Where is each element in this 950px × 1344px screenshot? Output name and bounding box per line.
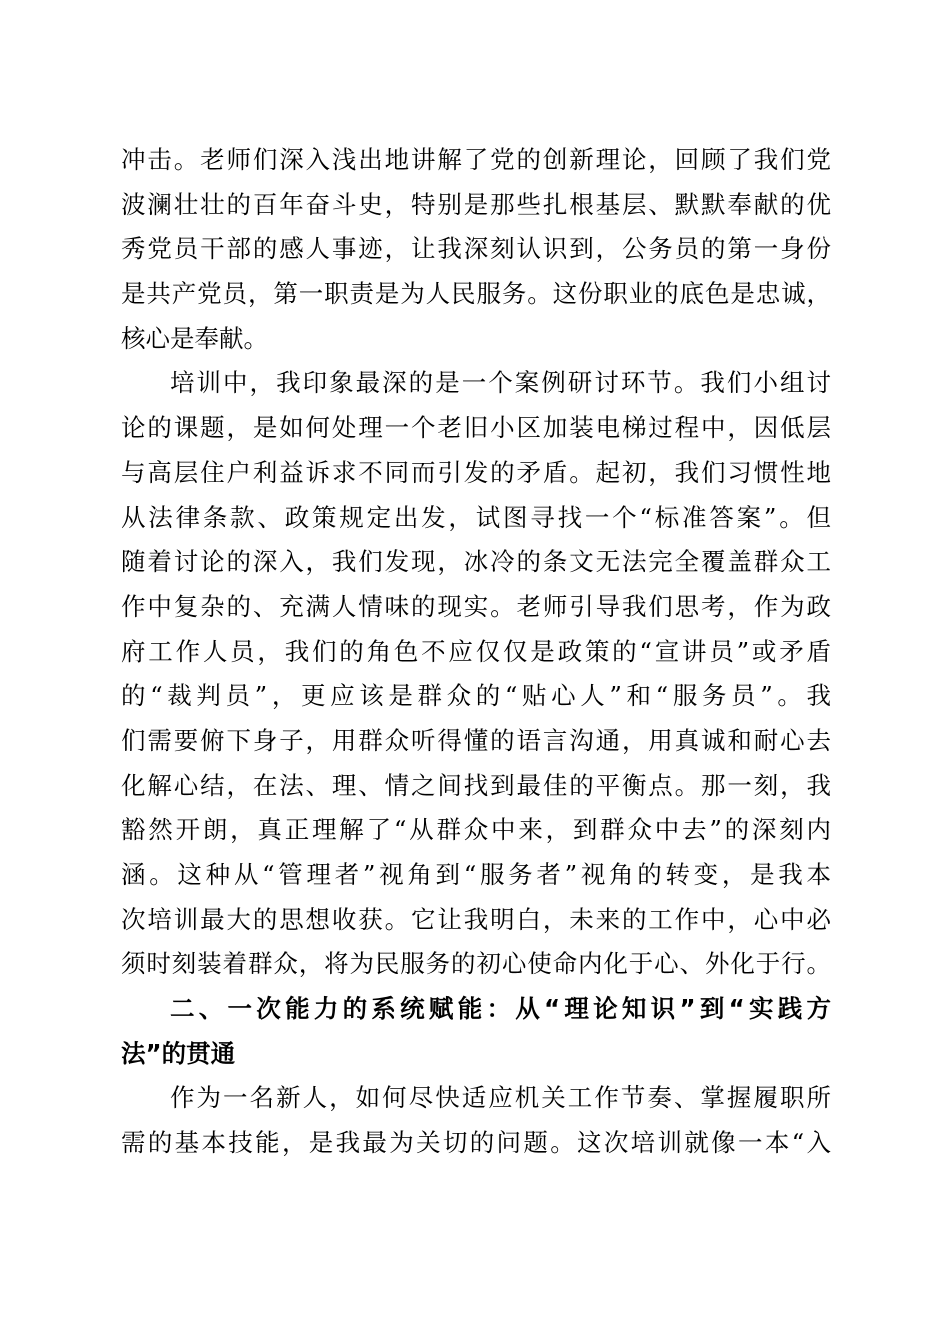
heading-line: 法”的贯通 [121, 1038, 236, 1068]
paragraph-2 [121, 361, 831, 987]
text-line: 需的基本技能，是我最为关切的问题。这次培训就像一本“入 [121, 1128, 831, 1158]
text-line: 作中复杂的、充满人情味的现实。老师引导我们思考，作为政 [121, 591, 831, 621]
paragraph-3 [121, 1076, 831, 1165]
text-line: 波澜壮壮的百年奋斗史，特别是那些扎根基层、默默奉献的优 [121, 189, 831, 219]
text-line: 秀党员干部的感人事迹，让我深刻认识到，公务员的第一身份 [121, 234, 831, 264]
text-line: 化解心结，在法、理、情之间找到最佳的平衡点。那一刻，我 [121, 770, 831, 800]
text-line: 培训中，我印象最深的是一个案例研讨环节。我们小组讨 [170, 368, 831, 398]
text-line: 论的课题，是如何处理一个老旧小区加装电梯过程中，因低层 [121, 413, 831, 443]
text-line: 与高层住户利益诉求不同而引发的矛盾。起初，我们习惯性地 [121, 457, 831, 487]
text-line: 涵。这种从“管理者”视角到“服务者”视角的转变，是我本 [121, 860, 831, 889]
text-line: 的“裁判员”，更应该是群众的“贴心人”和“服务员”。我 [121, 681, 831, 711]
text-line: 豁然开朗，真正理解了“从群众中来，到群众中去”的深刻内 [121, 815, 831, 845]
text-line: 次培训最大的思想收获。它让我明白，未来的工作中，心中必 [121, 904, 831, 934]
text-line: 核心是奉献。 [121, 323, 268, 353]
text-line: 冲击。老师们深入浅出地讲解了党的创新理论，回顾了我们党 [121, 145, 831, 174]
text-line: 须时刻装着群众，将为民服务的初心使命内化于心、外化于行。 [121, 949, 831, 979]
section-heading-2 [121, 987, 831, 1076]
text-line: 府工作人员，我们的角色不应仅仅是政策的“宣讲员”或矛盾 [121, 636, 831, 666]
text-line: 随着讨论的深入，我们发现，冰冷的条文无法完全覆盖群众工 [121, 547, 831, 577]
document-body [121, 138, 831, 1166]
text-line: 作为一名新人，如何尽快适应机关工作节奏、掌握履职所 [170, 1083, 831, 1113]
heading-line: 二、一次能力的系统赋能：从“理论知识”到“实践方 [170, 994, 831, 1024]
text-line: 是共产党员，第一职责是为人民服务。这份职业的底色是忠诚， [121, 279, 831, 309]
text-line: 从法律条款、政策规定出发，试图寻找一个“标准答案”。但 [121, 502, 831, 532]
text-line: 们需要俯下身子，用群众听得懂的语言沟通，用真诚和耐心去 [121, 725, 831, 755]
paragraph-1 [121, 138, 831, 361]
